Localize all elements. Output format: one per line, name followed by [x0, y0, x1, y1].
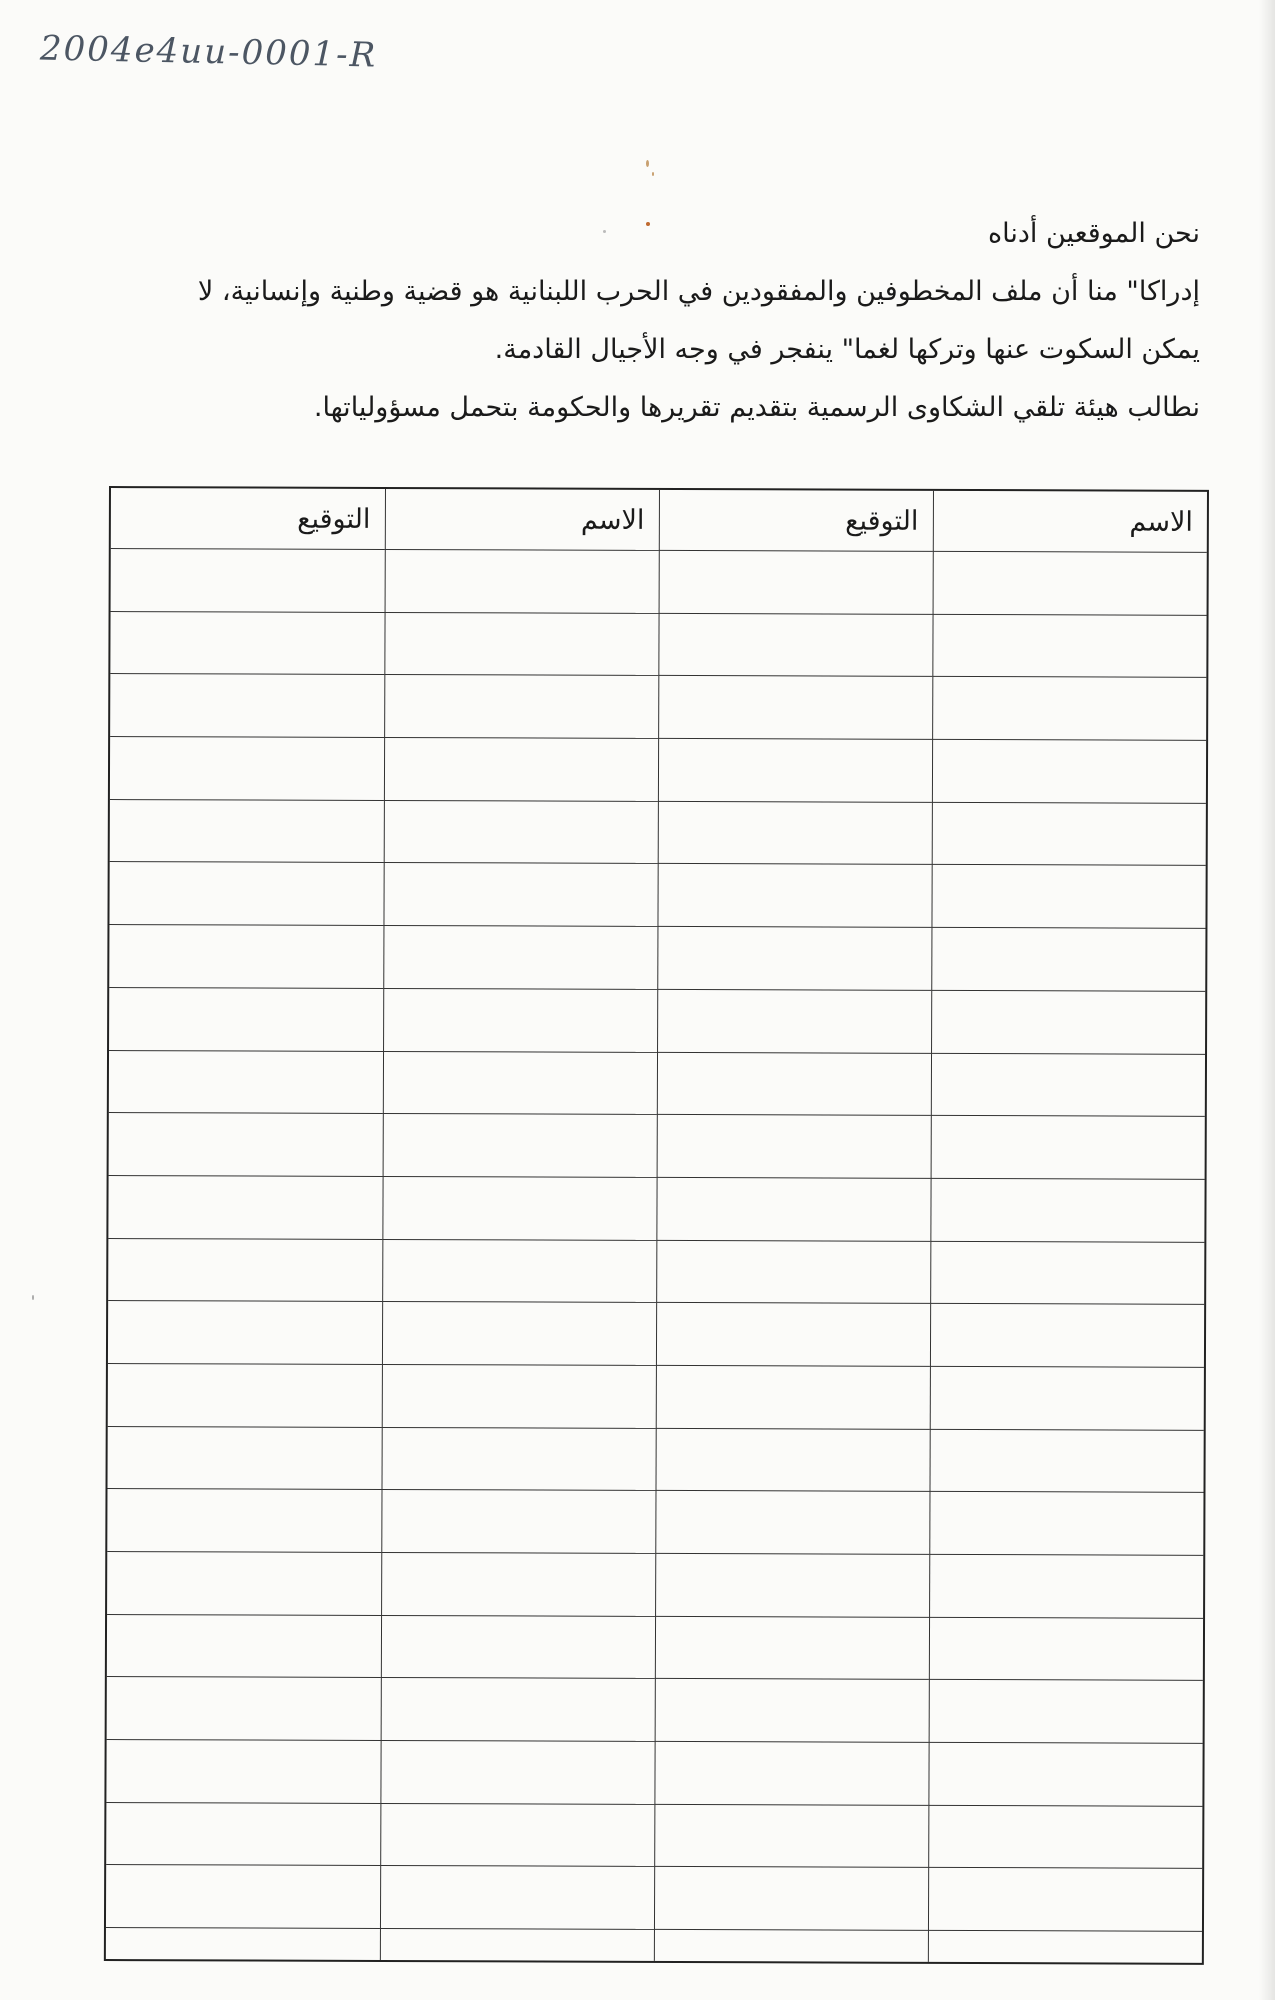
signature-cell[interactable]	[655, 1616, 929, 1680]
signature-cell[interactable]	[655, 1553, 929, 1617]
name-cell[interactable]	[929, 1429, 1203, 1493]
name-cell[interactable]	[932, 739, 1206, 803]
name-cell[interactable]	[382, 1302, 656, 1366]
handwritten-reference-number: 2004e4uu-0001-R	[39, 28, 378, 76]
signature-cell[interactable]	[110, 611, 384, 675]
name-cell[interactable]	[928, 1868, 1202, 1932]
column-header-signature: التوقيع	[111, 488, 385, 549]
name-cell[interactable]	[931, 990, 1205, 1054]
name-cell[interactable]	[384, 738, 658, 802]
name-cell[interactable]	[382, 1176, 656, 1240]
signature-cell[interactable]	[656, 1177, 930, 1241]
intro-line: يمكن السكوت عنها وتركها لغما" ينفجر في وجه الأجيال القادمة.	[494, 334, 1200, 365]
name-cell[interactable]	[931, 1053, 1205, 1117]
name-cell[interactable]	[384, 800, 658, 864]
table-row	[107, 1489, 1203, 1556]
signature-cell[interactable]	[659, 550, 933, 614]
name-cell[interactable]	[383, 926, 657, 990]
name-cell[interactable]	[928, 1805, 1202, 1869]
column-header-signature: التوقيع	[659, 490, 933, 551]
table-row	[107, 1614, 1203, 1681]
name-cell[interactable]	[928, 1930, 1202, 1962]
name-cell[interactable]	[930, 1241, 1204, 1305]
name-cell[interactable]	[931, 1116, 1205, 1180]
signature-cell[interactable]	[107, 1552, 381, 1616]
name-cell[interactable]	[382, 1364, 656, 1428]
table-row	[109, 925, 1205, 992]
signature-cell[interactable]	[107, 1614, 381, 1678]
name-cell[interactable]	[385, 549, 659, 613]
table-row	[109, 862, 1205, 929]
signature-cell[interactable]	[107, 1426, 381, 1490]
signature-cell[interactable]	[108, 1363, 382, 1427]
name-cell[interactable]	[381, 1678, 655, 1742]
signature-rows	[106, 549, 1207, 1963]
name-cell[interactable]	[380, 1803, 654, 1867]
table-row	[106, 1802, 1202, 1869]
signature-cell[interactable]	[654, 1867, 928, 1931]
intro-line: نحن الموقعين أدناه	[988, 218, 1200, 249]
name-cell[interactable]	[384, 675, 658, 739]
signature-cell[interactable]	[655, 1491, 929, 1555]
signature-cell[interactable]	[657, 1115, 931, 1179]
table-row	[107, 1426, 1203, 1493]
table-header-row	[111, 488, 1207, 552]
signature-cell[interactable]	[107, 1677, 381, 1741]
name-cell[interactable]	[932, 802, 1206, 866]
signature-cell[interactable]	[110, 674, 384, 738]
scan-speck	[32, 1295, 34, 1300]
signature-cell[interactable]	[656, 1240, 930, 1304]
name-cell[interactable]	[380, 1866, 654, 1930]
table-row	[108, 1363, 1204, 1430]
signature-cell[interactable]	[109, 1113, 383, 1177]
signature-cell[interactable]	[110, 737, 384, 801]
signature-cell[interactable]	[106, 1928, 380, 1960]
signature-cell[interactable]	[654, 1930, 928, 1962]
table-row	[110, 737, 1206, 804]
signature-cell[interactable]	[109, 1050, 383, 1114]
signature-cell[interactable]	[657, 927, 931, 991]
signature-cell[interactable]	[658, 613, 932, 677]
table-row	[106, 1865, 1202, 1932]
name-cell[interactable]	[933, 551, 1207, 615]
table-row	[109, 1050, 1205, 1117]
name-cell[interactable]	[380, 1929, 654, 1961]
signature-cell[interactable]	[657, 864, 931, 928]
name-cell[interactable]	[383, 863, 657, 927]
table-row	[109, 1113, 1205, 1180]
table-row	[110, 611, 1206, 678]
name-cell[interactable]	[381, 1615, 655, 1679]
column-header-name: الاسم	[933, 491, 1207, 552]
name-cell[interactable]	[383, 1114, 657, 1178]
name-cell[interactable]	[930, 1366, 1204, 1430]
name-cell[interactable]	[381, 1490, 655, 1554]
signature-cell[interactable]	[654, 1741, 928, 1805]
signature-cell[interactable]	[106, 1740, 380, 1804]
name-cell[interactable]	[932, 614, 1206, 678]
signature-cell[interactable]	[655, 1428, 929, 1492]
name-cell[interactable]	[382, 1239, 656, 1303]
name-cell[interactable]	[380, 1741, 654, 1805]
signature-cell[interactable]	[655, 1679, 929, 1743]
table-row	[108, 1175, 1204, 1242]
signature-cell[interactable]	[106, 1865, 380, 1929]
column-header-name: الاسم	[385, 489, 659, 550]
signature-cell[interactable]	[657, 1052, 931, 1116]
name-cell[interactable]	[383, 1051, 657, 1115]
signature-cell[interactable]	[109, 987, 383, 1051]
table-row	[110, 799, 1206, 866]
name-cell[interactable]	[928, 1742, 1202, 1806]
signature-cell[interactable]	[111, 549, 385, 613]
table-row	[108, 1238, 1204, 1305]
signature-table	[104, 486, 1209, 1965]
scan-speck	[646, 160, 649, 167]
signature-cell[interactable]	[657, 989, 931, 1053]
signature-cell[interactable]	[109, 862, 383, 926]
signature-cell[interactable]	[658, 801, 932, 865]
intro-line: إدراكا" منا أن ملف المخطوفين والمفقودين في الحرب اللبنانية هو قضية وطنية وإنسانية، لا	[197, 276, 1200, 307]
name-cell[interactable]	[383, 988, 657, 1052]
table-row	[107, 1552, 1203, 1619]
signature-cell[interactable]	[108, 1301, 382, 1365]
name-cell[interactable]	[381, 1552, 655, 1616]
signature-cell[interactable]	[656, 1303, 930, 1367]
table-row	[110, 674, 1206, 741]
scan-page-edge	[1259, 0, 1275, 2000]
table-row	[106, 1740, 1202, 1807]
table-row	[111, 549, 1207, 616]
name-cell[interactable]	[929, 1680, 1203, 1744]
name-cell[interactable]	[929, 1492, 1203, 1556]
name-cell[interactable]	[381, 1427, 655, 1491]
table-row	[108, 1301, 1204, 1368]
table-row	[107, 1677, 1203, 1744]
name-cell[interactable]	[929, 1617, 1203, 1681]
name-cell[interactable]	[930, 1178, 1204, 1242]
name-cell[interactable]	[384, 612, 658, 676]
name-cell[interactable]	[932, 677, 1206, 741]
signature-cell[interactable]	[654, 1804, 928, 1868]
signature-cell[interactable]	[109, 925, 383, 989]
petition-intro	[100, 205, 1200, 437]
signature-cell[interactable]	[658, 738, 932, 802]
signature-cell[interactable]	[108, 1175, 382, 1239]
name-cell[interactable]	[929, 1554, 1203, 1618]
name-cell[interactable]	[930, 1304, 1204, 1368]
name-cell[interactable]	[931, 927, 1205, 991]
table-row	[106, 1928, 1202, 1963]
intro-line: نطالب هيئة تلقي الشكاوى الرسمية بتقديم تقريرها والحكومة بتحمل مسؤولياتها.	[313, 392, 1200, 423]
signature-cell[interactable]	[108, 1238, 382, 1302]
name-cell[interactable]	[931, 865, 1205, 929]
signature-cell[interactable]	[658, 676, 932, 740]
signature-cell[interactable]	[110, 799, 384, 863]
signature-cell[interactable]	[656, 1365, 930, 1429]
signature-cell[interactable]	[106, 1802, 380, 1866]
signature-cell[interactable]	[107, 1489, 381, 1553]
table-row	[109, 987, 1205, 1054]
scan-speck	[652, 172, 654, 176]
